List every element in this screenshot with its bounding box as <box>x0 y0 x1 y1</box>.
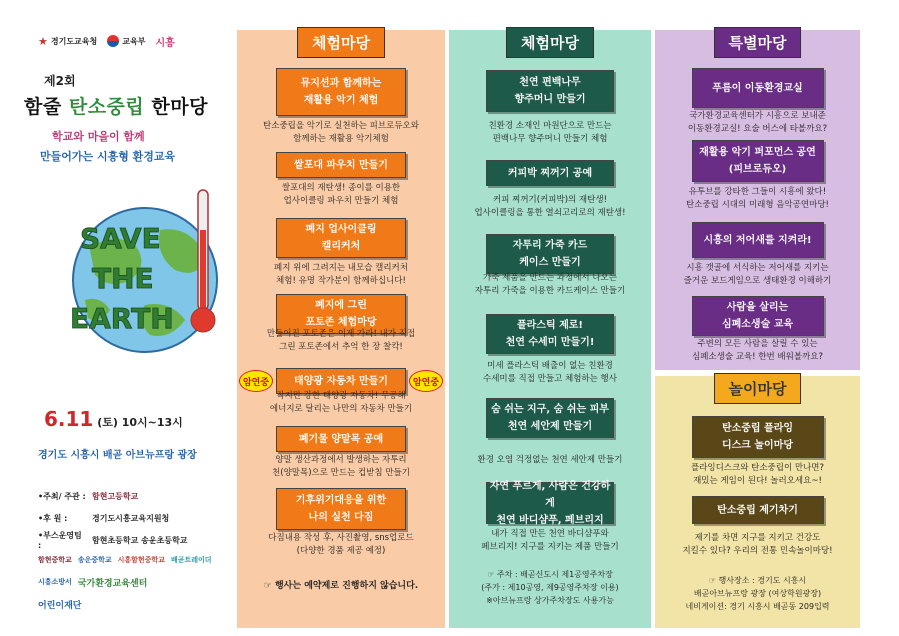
activity-description: 미세 플라스틱 배출이 없는 친환경 수세미를 직접 만들고 체험하는 행사 <box>483 361 617 384</box>
column-title: 특별마당 <box>714 27 802 58</box>
earth-text-earth: EARTH <box>70 302 174 335</box>
parking-info: ☞ 주차 : 배곧신도시 제1공영주차장 (주가 : 제10공영, 제9공영주차장 이용) ※아브뉴프랑 상가주차장도 사용가능 <box>481 570 619 605</box>
activity-box: 천연 편백나무 향주머니 만들기 <box>486 70 614 112</box>
activity-description: 다짐내용 작성 후, 사진촬영, sns업로드 (다양한 경품 제공 예정) <box>268 533 414 556</box>
badge-right: 암연중 <box>409 370 443 392</box>
column-title: 체험마당 <box>297 27 385 58</box>
activity-description: 제기를 차면 지구를 지키고 건강도 지킬수 있다? 우리의 전통 민속놀이마당! <box>682 533 833 556</box>
save-the-earth-illustration <box>50 170 225 365</box>
activity-box: 기후위기대응을 위한 나의 실천 다짐 <box>276 488 406 530</box>
activity-description: 환경 오염 걱정없는 천연 세안제 만들기 <box>477 455 623 465</box>
credits-section <box>38 485 233 613</box>
partner-logos-row: 어린이재단 <box>38 600 82 611</box>
notice-text: ☞ 행사는 예약제로 진행하지 않습니다. <box>263 581 419 591</box>
subtitle-line-2: 만들어가는 시흥형 환경교육 <box>40 150 176 163</box>
activity-box: 플라스틱 제로! 천연 수세미 만들기! <box>486 314 614 354</box>
activity-box: 폐기물 양말목 공예 <box>276 426 406 452</box>
siheung-logo: 시흥 <box>155 37 175 49</box>
activity-description: 커피 찌꺼기(커피박)의 재탄생! 업사이클링을 통한 열쇠고리로의 재탄생! <box>474 195 626 218</box>
special-column <box>655 30 860 370</box>
activity-description: 만들어진 포토존은 이제 가라! 내가 직접 그린 포토존에서 추억 한 장 찰칵! <box>266 329 416 352</box>
activity-box: 태양광 자동차 만들기 <box>276 368 406 394</box>
activity-box: 폐지에 그린 포토존 체험마당 <box>276 294 406 334</box>
activity-box: 사람을 살리는 심폐소생술 교육 <box>692 296 824 336</box>
activity-description: 주변의 모든 사람을 살릴 수 있는 심폐소생술 교육! 한번 배워볼까요? <box>692 339 823 362</box>
credit-row: •주최/ 주관 : 함현고등학교 <box>38 491 139 501</box>
activity-box: 뮤지션과 함께하는 재활용 악기 체험 <box>276 68 406 116</box>
event-date: 6.11 (토) 10시~13시 <box>44 407 183 431</box>
credit-row: •부스운영팀 : 함현초등학교 송운초등학교 <box>38 531 188 550</box>
activity-description: 국가환경교육센터가 시흥으로 보내준 이동환경교실! 요술 버스에 타볼까요? <box>687 111 828 134</box>
partner-logos-row: 시흥소방서 국가환경교육센터 <box>38 578 148 589</box>
activity-description: 플라잉디스크와 탄소중립이 만나면? 재밌는 게임이 된다! 놀러오세요~! <box>690 463 825 486</box>
ministry-logo: 교육부 <box>107 35 145 47</box>
activity-box: 푸름이 이동환경교실 <box>692 68 824 108</box>
activity-description: 탄소중립을 악기로 실천하는 피브로듀오와 함께하는 재활용 악기체험 <box>263 121 419 144</box>
badge-left: 암연중 <box>239 370 273 392</box>
activity-description: 친환경 소재인 마원단으로 만드는 편백나무 향주머니 만들기 체험 <box>488 121 612 144</box>
activity-box: 탄소중립 플라잉 디스크 놀이마당 <box>692 416 824 458</box>
play-column <box>655 376 860 628</box>
activity-box: 재활용 악기 퍼포먼스 공연 (피브로듀오) <box>692 140 824 182</box>
subtitle-line-1: 학교와 마을이 함께 <box>52 130 145 143</box>
edition-label: 제2회 <box>44 74 76 88</box>
gyeonggi-education-logo: ★ 경기도교육청 <box>38 34 98 48</box>
activity-description: 가죽 제품을 만드는 과정에서 나오는 자투리 가죽을 이용한 카드케이스 만들기 <box>474 273 626 296</box>
activity-description: 시흥 갯골에 서식하는 저어새를 지키는 즐거운 보드게임으로 생태환경 이해하기 <box>683 263 832 286</box>
activity-description: 쌀포대의 재탄생! 종이를 이용한 업사이클링 파우치 만들기 체험 <box>281 183 401 206</box>
venue-info: ☞ 행사장소 : 경기도 시흥시 배곧아브뉴프랑 광장 (여상학원광장) 네비게이션: 경기 시흥시 배곧동 209입력 <box>685 576 830 611</box>
star-icon: ★ <box>38 34 48 48</box>
column-title: 체험마당 <box>506 27 594 58</box>
partner-logos-row: 함현중학교 송운중학교 시흥함현중학교 배곧트레이더 <box>38 556 212 564</box>
activity-box: 자투리 가죽 카드 케이스 만들기 <box>486 234 614 274</box>
earth-text-save: SAVE <box>80 222 161 255</box>
activity-box: 쌀포대 파우치 만들기 <box>276 152 406 178</box>
experience-column-1 <box>237 30 445 628</box>
activity-description: 양말 생산과정에서 발생하는 자투리 천(양말목)으로 만드는 컵받침 만들기 <box>272 455 410 478</box>
earth-text-the: THE <box>92 262 154 295</box>
sponsor-logos <box>38 30 233 52</box>
activity-box: 자연 푸르게, 사람은 건강하게 천연 바디샴푸, 페브리지 <box>486 482 614 524</box>
poster-left-panel <box>0 0 235 636</box>
taegeuk-icon <box>107 35 119 47</box>
activity-box: 커피박 찌꺼기 공예 <box>486 160 614 186</box>
activity-description: 내가 직접 만든 천연 바디샴푸와 페브리지! 지구를 지키는 제품 만들기 <box>481 529 619 552</box>
festival-title: 함줄 탄소중립 한마당 <box>24 96 208 118</box>
activity-box: 폐지 업사이클링 캘리커처 <box>276 218 406 258</box>
column-title: 놀이마당 <box>714 373 802 404</box>
activity-description: 폐지 위에 그려지는 내모습 캘리커처 체험! 유명 작가분이 함께하십니다! <box>274 263 408 286</box>
activity-box: 시흥의 저어새를 지켜라! <box>692 222 824 258</box>
activity-description: 작지만 강한 태양광 자동차! 무공해 에너지로 달리는 나만의 자동차 만들기 <box>269 391 413 414</box>
activity-box: 숨 쉬는 지구, 숨 쉬는 피부 천연 세안제 만들기 <box>486 398 614 438</box>
event-place: 경기도 시흥시 배곧 아브뉴프랑 광장 <box>38 450 197 461</box>
credit-row: •후 원 : 경기도시흥교육지원청 <box>38 513 170 523</box>
activity-box: 탄소중립 제기차기 <box>692 496 824 524</box>
experience-column-2 <box>449 30 651 628</box>
activity-description: 유투브를 강타한 그들이 시흥에 왔다! 탄소중립 시대의 미래형 음악공연마당! <box>686 187 829 210</box>
